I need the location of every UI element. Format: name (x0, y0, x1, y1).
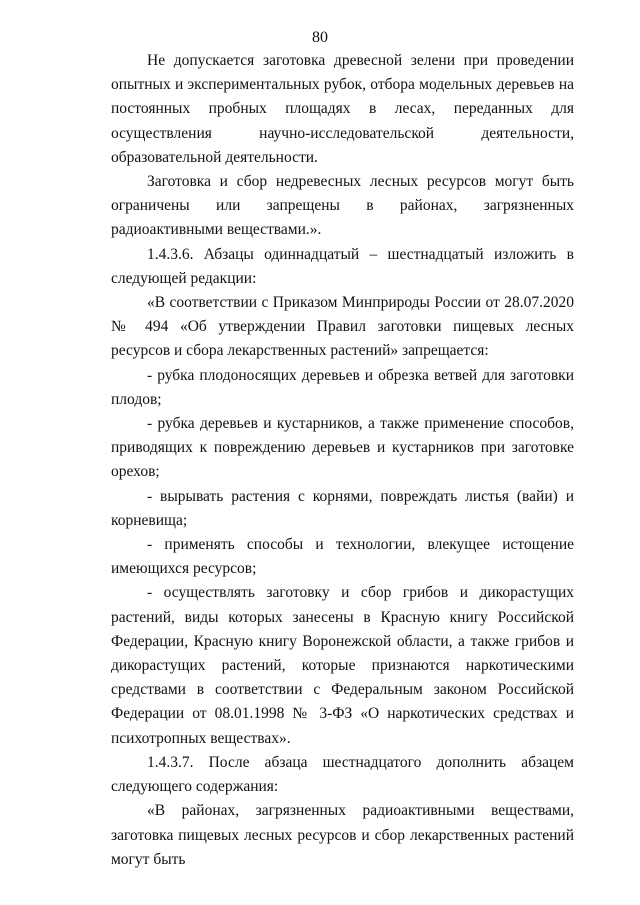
list-item-5: - осуществлять заготовку и сбор грибов и дикорастущих растений, виды которых занесены в Красную книгу Российской Федерации, Красную книгу Воронежской области, а также грибов и дикорастущих растений, которые признаются наркотическими средствами в соответствии с Федеральным законом Российской Федерации от 08.01.1998 № 3-ФЗ «О наркотических средствах и психотропных веществах». (111, 584, 574, 747)
paragraph-3: 1.4.3.6. Абзацы одиннадцатый – шестнадцатый изложить в следующей редакции: (111, 245, 574, 287)
paragraph-6: «В районах, загрязненных радиоактивными веществами, заготовка пищевых лесных ресурсов и сбор лекарственных растений могут быть (111, 802, 574, 868)
document-body (111, 49, 574, 872)
list-item-4: - применять способы и технологии, влекущее истощение имеющихся ресурсов; (111, 536, 574, 578)
list-item-3: - вырывать растения с корнями, повреждать листья (вайи) и корневища; (111, 487, 574, 529)
paragraph-5: 1.4.3.7. После абзаца шестнадцатого дополнить абзацем следующего содержания: (111, 753, 574, 796)
paragraph-1: Не допускается заготовка древесной зелени при проведении опытных и экспериментальных рубок, отбора модельных деревьев на постоянных пробных площадях в лесах, переданных для осуществления научно-исследовательской деятельности, образовательной деятельности. (111, 52, 574, 166)
paragraph-4: «В соответствии с Приказом Минприроды России от 28.07.2020 № 494 «Об утверждении Правил заготовки пищевых лесных ресурсов и сбора лекарственных растений» запрещается: (111, 294, 574, 360)
page-number: 80 (312, 29, 328, 46)
paragraph-2: Заготовка и сбор недревесных лесных ресурсов могут быть ограничены или запрещены в районах, загрязненных радиоактивными веществами.». (111, 173, 574, 239)
list-item-1: - рубка плодоносящих деревьев и обрезка ветвей для заготовки плодов; (111, 366, 574, 408)
list-item-2: - рубка деревьев и кустарников, а также применение способов, приводящих к повреждению деревьев и кустарников при заготовке орехов; (111, 415, 574, 481)
